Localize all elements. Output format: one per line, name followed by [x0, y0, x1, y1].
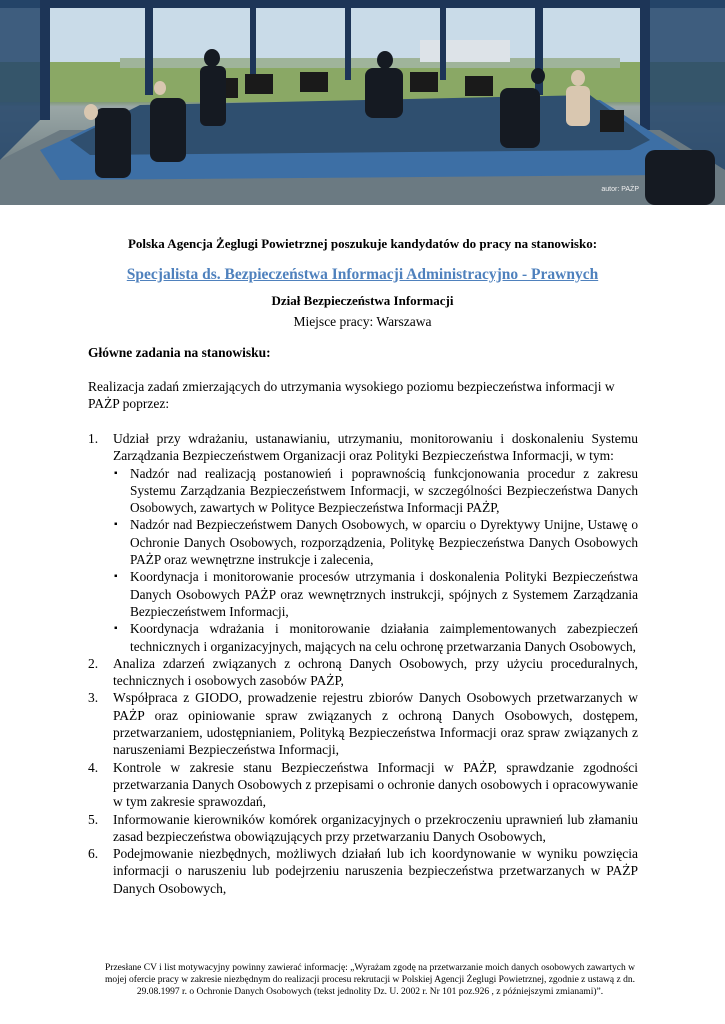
task-number: 6. — [88, 846, 99, 862]
task-text: Udział przy wdrażaniu, ustanawianiu, utrzymaniu, monitorowaniu i doskonaleniu Systemu Zarządzania Bezpieczeństwem Organizacji oraz Polityki Bezpieczeństwa Informacji, w tym: — [113, 431, 638, 464]
work-place: Miejsce pracy: Warszawa — [293, 314, 432, 329]
bullet-icon: ▪ — [114, 467, 118, 479]
subtask-text: Koordynacja i monitorowanie procesów utrzymania i doskonalenia Polityki Bezpieczeństwa Danych Osobowych PAŻP oraz wewnętrznych instrukcji, spójnych z Systemem Zarządzania Bezpieczeństwem Informacji, — [130, 569, 638, 619]
bullet-icon: ▪ — [114, 519, 118, 531]
task-number: 1. — [88, 431, 99, 446]
control-tower-illustration — [0, 0, 725, 205]
subtask-item — [113, 465, 638, 517]
tasks-heading: Główne zadania na stanowisku: — [88, 345, 271, 360]
task-item-1 — [88, 430, 638, 655]
task-text: Kontrole w zakresie stanu Bezpieczeństwa Informacji w PAŻP, sprawdzanie zgodności przetwarzania Danych Osobowych z przepisami o ochronie danych osobowych i opracowywanie w tym zakresie sprawozdań, — [113, 759, 638, 810]
subtask-item — [113, 620, 638, 655]
subtask-text: Nadzór nad realizacją postanowień i poprawnością funkcjonowania procedur z zakresu Systemu Zarządzania Bezpieczeństwem Informacji, w szczególności Bezpieczeństwa Danych Osobowych, zawartych w Polityce Bezpieczeństwa Informacji PAŻP, — [130, 465, 638, 516]
subtask-item — [113, 568, 638, 620]
subtask-list — [113, 465, 638, 655]
bullet-icon: ▪ — [114, 623, 118, 635]
subtask-text: Nadzór nad Bezpieczeństwem Danych Osobowych, w oparciu o Dyrektywy Unijne, Ustawę o Ochronie Danych Osobowych, rozporządzenia, Politykę Bezpieczeństwa Danych Osobowych PAŻP oraz wewnętrzne instrukcje i zalecenia, — [130, 517, 638, 568]
lead-paragraph: Realizacja zadań zmierzających do utrzymania wysokiego poziomu bezpieczeństwa informacji w PAŻP poprzez: — [88, 379, 615, 411]
department: Dział Bezpieczeństwa Informacji — [271, 293, 454, 308]
task-number: 4. — [88, 759, 99, 775]
task-item-6 — [88, 845, 638, 897]
task-text: Analiza zdarzeń związanych z ochroną Danych Osobowych, przy użyciu proceduralnych, technicznych i osobowych zasobów PAŻP, — [113, 655, 638, 689]
task-item-3 — [88, 689, 638, 758]
subtask-item — [113, 516, 638, 568]
task-text: Podejmowanie niezbędnych, możliwych działań lub ich koordynowanie w wyniku powzięcia informacji o naruszeniu lub podejrzeniu naruszenia bezpieczeństwa przetwarzanych w PAŻP Danych Osobowych, — [113, 846, 638, 896]
tasks-list — [88, 430, 638, 897]
task-number: 5. — [88, 811, 99, 827]
photo-credit: autor: PAŻP — [601, 186, 639, 193]
subtask-text: Koordynacja wdrażania i monitorowanie działania zaimplementowanych zabezpieczeń technicznych i organizacyjnych, mających na celu ochronę przetwarzania Danych Osobowych, — [130, 621, 638, 654]
task-item-5 — [88, 811, 638, 846]
consent-footer: Przesłane CV i list motywacyjny powinny zawierać informację: „Wyrażam zgodę na przetwarzanie moich danych osobowych zawartych w mojej ofercie pracy w zakresie niezbędnym do realizacji procesu rekrutacji w Polskiej Agencji Żeglugi Powietrznej, zgodnie z ustawą z dn. 29.08.1997 r. o Ochronie Danych Osobowych (tekst jednolity Dz. U. 2002 r. Nr 101 poz.926 , z późniejszymi zmianami)”. — [105, 963, 635, 997]
intro-text: Polska Agencja Żeglugi Powietrznej poszukuje kandydatów do pracy na stanowisko: — [127, 236, 598, 251]
task-text: Współpraca z GIODO, prowadzenie rejestru zbiorów Danych Osobowych przetwarzanych w PAŻP oraz opiniowanie spraw związanych z ochroną Danych Osobowych, dostępem, przetwarzaniem, udostępnianiem, Polityką Bezpieczeństwa Informacji oraz spraw związanych z naruszeniami Bezpieczeństwa Informacji, — [113, 690, 638, 758]
header-photo — [0, 0, 725, 205]
task-number: 3. — [88, 690, 99, 706]
task-text: Informowanie kierowników komórek organizacyjnych o przekroczeniu uprawnień lub złamaniu zasad bezpieczeństwa obowiązujących przy przetwarzaniu Danych Osobowych, — [113, 811, 638, 844]
bullet-icon: ▪ — [114, 571, 118, 583]
task-number: 2. — [88, 655, 99, 671]
task-item-4 — [88, 759, 638, 811]
task-item-2 — [88, 655, 638, 690]
job-title-link[interactable]: Specjalista ds. Bezpieczeństwa Informacji Administracyjno - Prawnych — [126, 266, 599, 283]
